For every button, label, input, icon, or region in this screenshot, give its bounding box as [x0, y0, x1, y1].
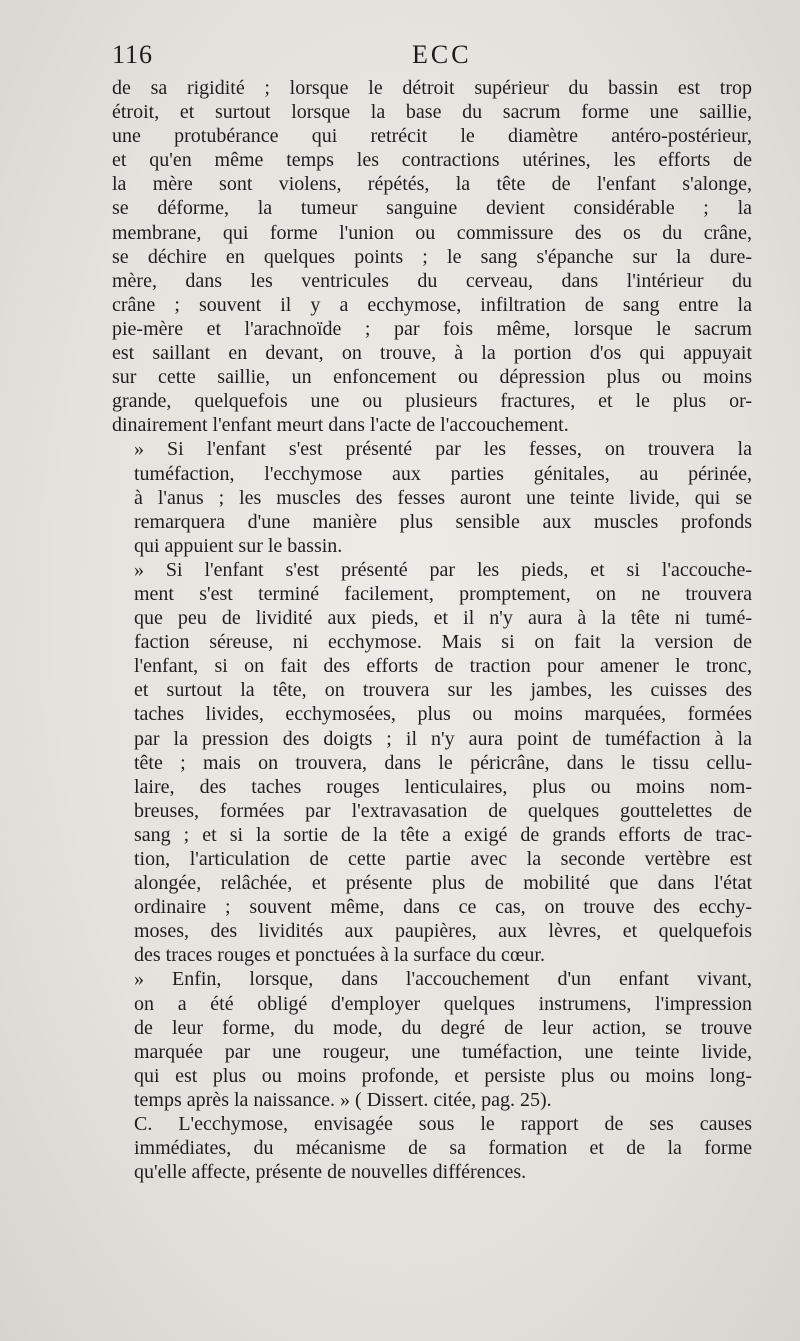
text-line: on a été obligé d'employer quelques instrumens, l'impression [134, 992, 752, 1015]
text-line: une protubérance qui retrécit le diamètre antéro-postérieur, [112, 125, 752, 148]
text-line: et qu'en même temps les contractions utérines, les efforts de [112, 149, 752, 172]
text-line: étroit, et surtout lorsque la base du sacrum forme une saillie, [112, 101, 752, 124]
text-line: la mère sont violens, répétés, la tête de l'enfant s'alonge, [112, 173, 752, 196]
paragraph [112, 967, 752, 1112]
text-line: l'enfant, si on fait des efforts de traction pour amener le tronc, [134, 655, 752, 678]
text-line: de sa rigidité ; lorsque le détroit supérieur du bassin est trop [112, 77, 752, 99]
text-line: temps après la naissance. » ( Dissert. citée, pag. 25). [134, 1088, 552, 1111]
text-line: dinairement l'enfant meurt dans l'acte de l'accouchement. [112, 414, 569, 437]
text-line: C. L'ecchymose, envisagée sous le rapport de ses causes [134, 1113, 752, 1136]
text-line: » Si l'enfant s'est présenté par les pieds, et si l'accouche- [134, 558, 752, 581]
text-line: qu'elle affecte, présente de nouvelles différences. [134, 1161, 527, 1184]
text-line: alongée, relâchée, et présente plus de mobilité que dans l'état [134, 872, 752, 895]
text-line: crâne ; souvent il y a ecchymose, infiltration de sang entre la [112, 293, 752, 316]
paragraph [112, 437, 752, 557]
text-line: tuméfaction, l'ecchymose aux parties génitales, au périnée, [134, 462, 752, 485]
text-line: » Enfin, lorsque, dans l'accouchement d'un enfant vivant, [134, 968, 752, 991]
text-line: remarquera d'une manière plus sensible aux muscles profonds [134, 510, 752, 533]
paragraph [112, 558, 752, 968]
text-line: par la pression des doigts ; il n'y aura point de tuméfaction à la [134, 727, 752, 750]
text-line: que peu de lividité aux pieds, et il n'y aura à la tête ni tumé- [134, 607, 752, 630]
body-text [112, 76, 752, 1184]
text-line: à l'anus ; les muscles des fesses auront une teinte livide, qui se [134, 486, 752, 509]
text-line: membrane, qui forme l'union ou commissure des os du crâne, [112, 221, 752, 244]
text-line: ment s'est terminé facilement, promptement, on ne trouvera [134, 582, 752, 605]
text-line: marquée par une rougeur, une tuméfaction, une teinte livide, [134, 1040, 752, 1063]
text-line: tête ; mais on trouvera, dans le péricrâne, dans le tissu cellu- [134, 751, 752, 774]
paragraph [112, 1112, 752, 1184]
text-line: et surtout la tête, on trouvera sur les jambes, les cuisses des [134, 679, 752, 702]
text-line: laire, des taches rouges lenticulaires, plus ou moins nom- [134, 775, 752, 798]
text-line: de leur forme, du mode, du degré de leur action, se trouve [134, 1016, 752, 1039]
text-line: sang ; et si la sortie de la tête a exigé de grands efforts de trac- [134, 823, 752, 846]
text-line: pie-mère et l'arachnoïde ; par fois même, lorsque le sacrum [112, 317, 752, 340]
text-line: taches livides, ecchymosées, plus ou moins marquées, formées [134, 703, 752, 726]
text-line: » Si l'enfant s'est présenté par les fesses, on trouvera la [134, 438, 752, 461]
text-line: des traces rouges et ponctuées à la surface du cœur. [134, 944, 545, 967]
text-line: mère, dans les ventricules du cerveau, dans l'intérieur du [112, 269, 752, 292]
page-number: 116 [112, 40, 154, 69]
paragraph [112, 76, 752, 437]
running-head: ECC [412, 40, 472, 69]
page-header [112, 40, 752, 74]
text-line: qui appuient sur le bassin. [134, 534, 343, 557]
text-line: tion, l'articulation de cette partie avec la seconde vertèbre est [134, 848, 752, 870]
text-line: grande, quelquefois une ou plusieurs fractures, et le plus or- [112, 390, 752, 413]
text-line: se déforme, la tumeur sanguine devient considérable ; la [112, 197, 752, 220]
text-line: faction séreuse, ni ecchymose. Mais si on fait la version de [134, 631, 752, 654]
text-line: se déchire en quelques points ; le sang s'épanche sur la dure- [112, 245, 752, 268]
text-line: breuses, formées par l'extravasation de quelques gouttelettes de [134, 799, 752, 822]
text-line: qui est plus ou moins profonde, et persiste plus ou moins long- [134, 1064, 752, 1087]
text-line: est saillant en devant, on trouve, à la portion d'os qui appuyait [112, 342, 752, 365]
text-line: moses, des lividités aux paupières, aux lèvres, et quelquefois [134, 920, 752, 943]
text-line: ordinaire ; souvent même, dans ce cas, on trouve des ecchy- [134, 896, 752, 919]
text-line: immédiates, du mécanisme de sa formation et de la forme [134, 1137, 752, 1160]
text-line: sur cette saillie, un enfoncement ou dépression plus ou moins [112, 366, 752, 389]
